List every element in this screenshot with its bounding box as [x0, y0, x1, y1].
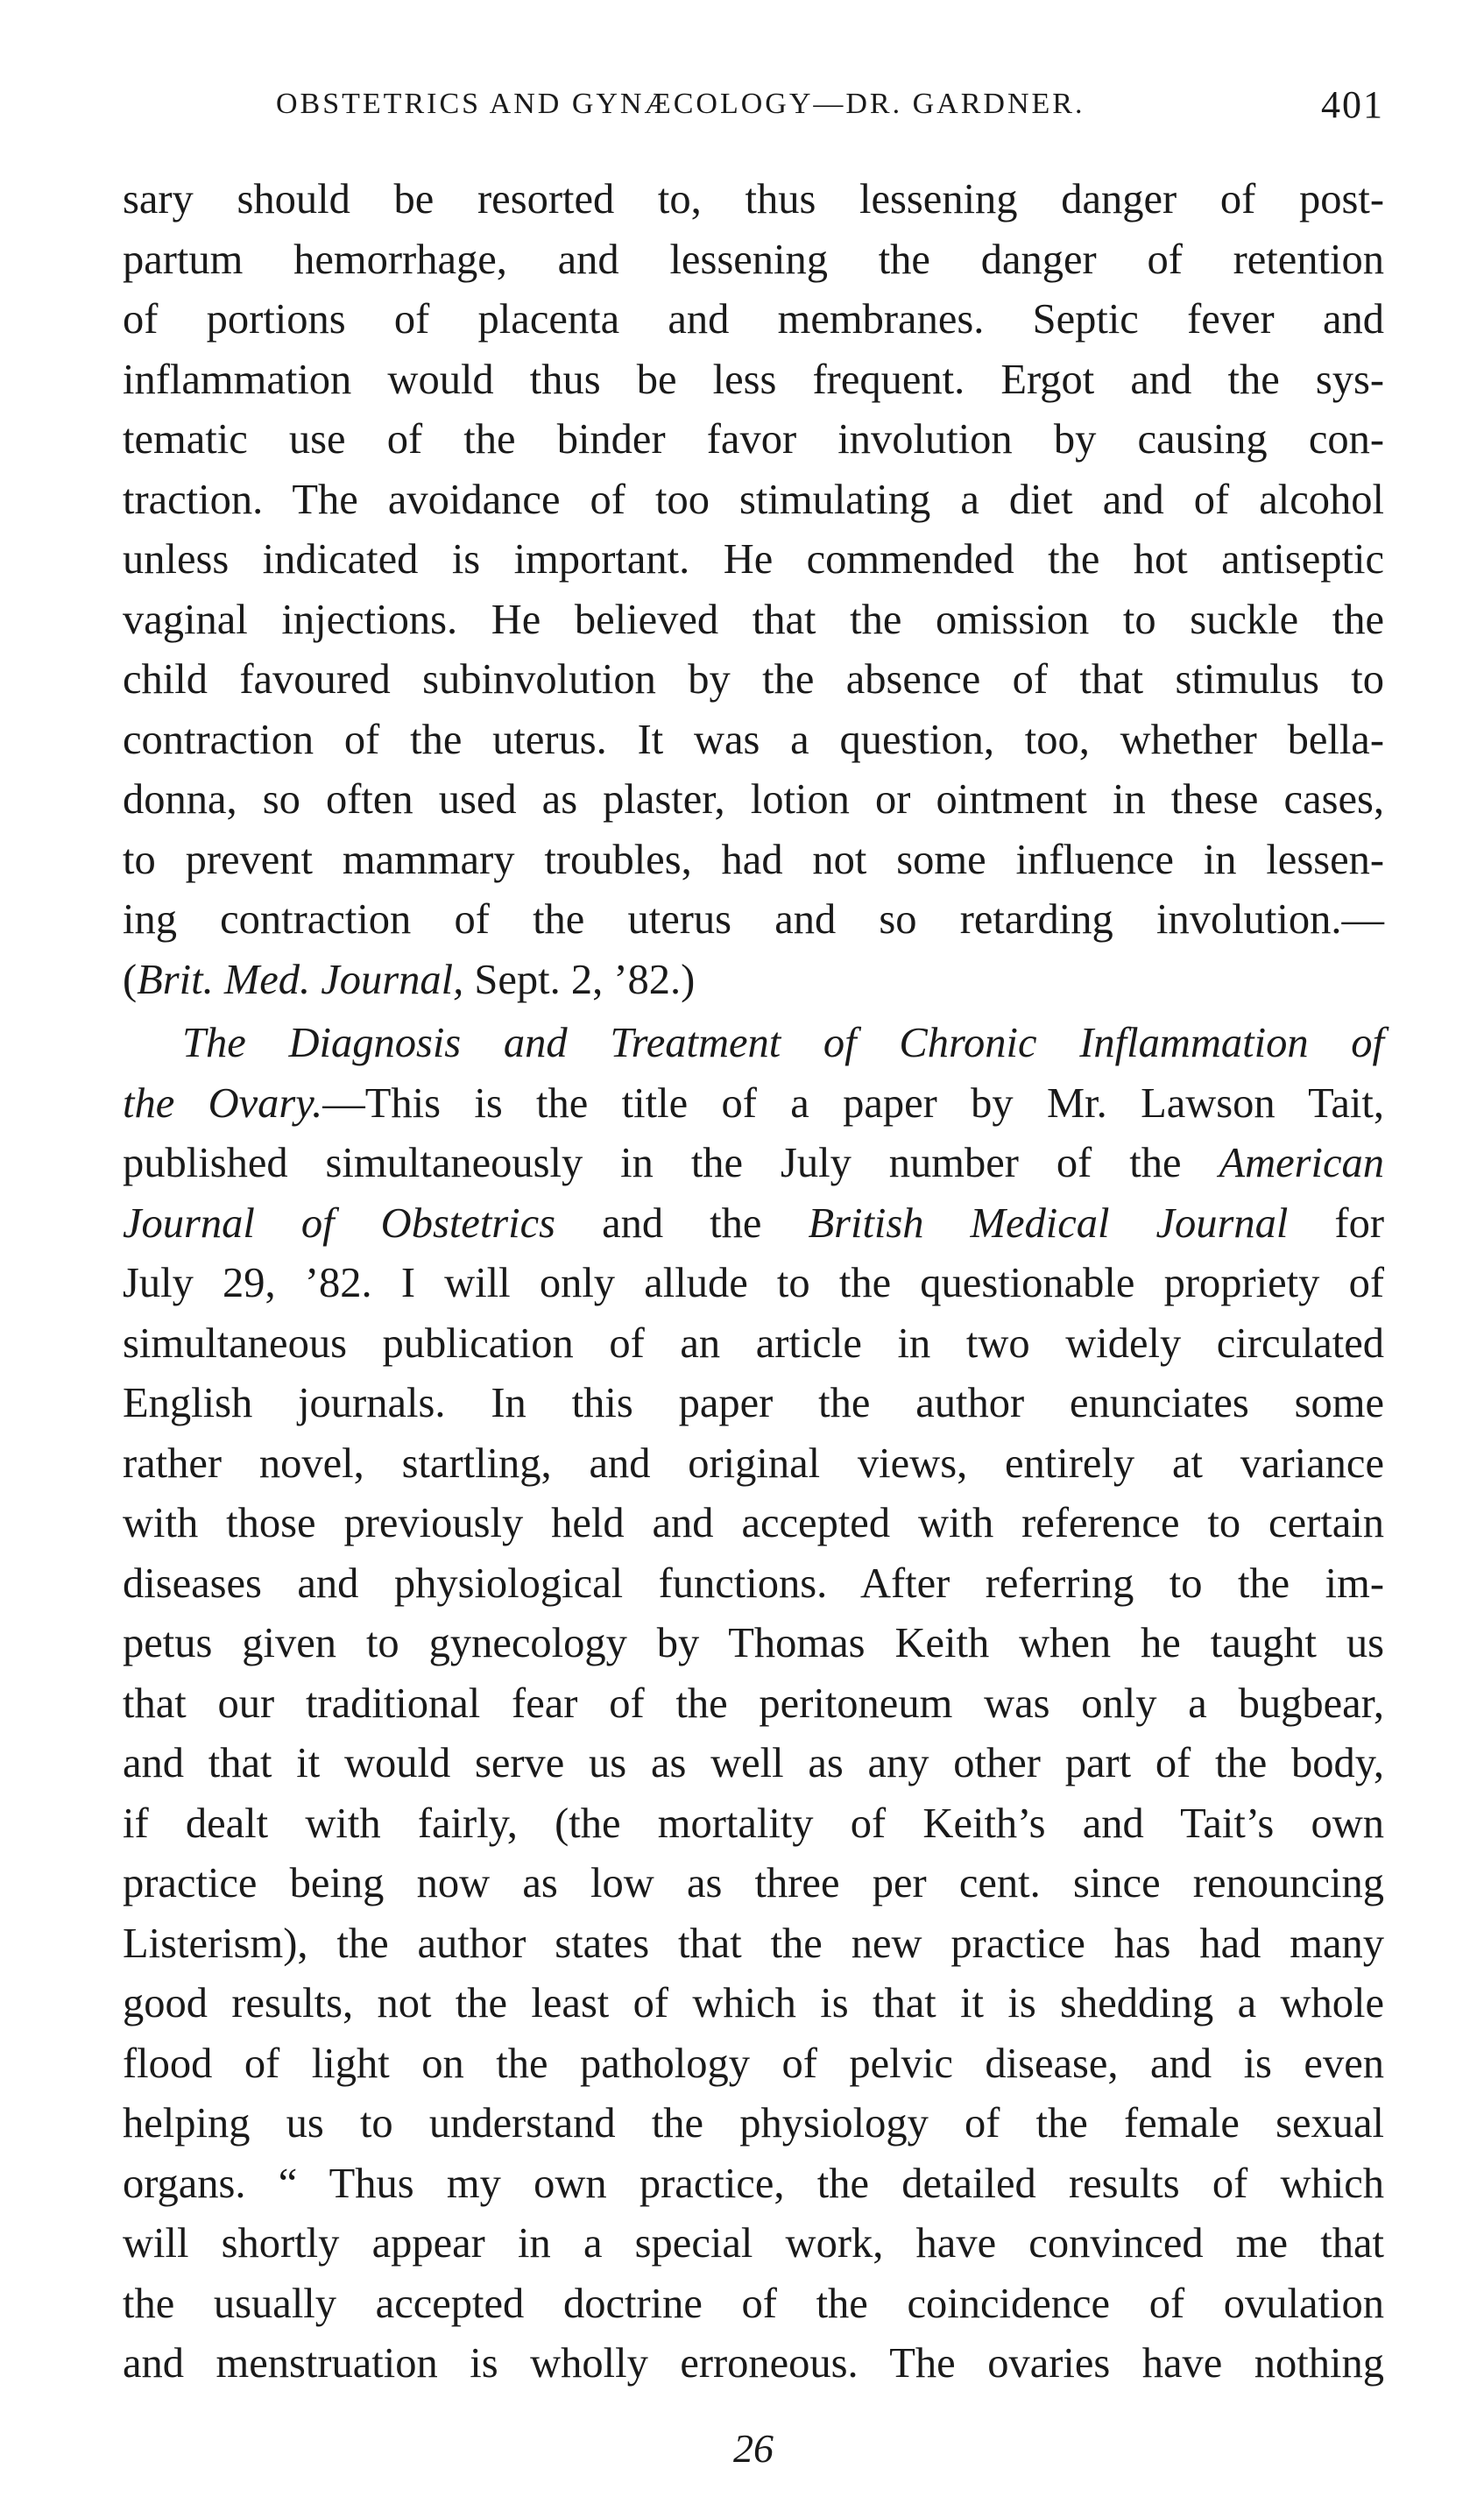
section-heading-end: the Ovary. — [123, 1079, 323, 1127]
text-line: donna, so often used as plaster, lotion or ointment in these cases, — [123, 776, 1384, 823]
book-page — [123, 79, 1384, 2471]
citation-line — [123, 951, 1384, 1011]
citation-date: Sept. 2, ’82.) — [463, 956, 696, 1003]
text-line: tematic use of the binder favor involution by causing con- — [123, 416, 1384, 463]
running-head-title: OBSTETRICS AND GYNÆCOLOGY—DR. GARDNER. — [276, 88, 1085, 120]
text-line: Listerism), the author states that the new practice has had many — [123, 1920, 1384, 1967]
text-line: ing contraction of the uterus and so retarding involution.— — [123, 896, 1384, 943]
text-line: the usually accepted doctrine of the coincidence of ovulation — [123, 2280, 1384, 2327]
text-line: July 29, ’82. I will only allude to the questionable propriety of — [123, 1260, 1384, 1306]
text-line: unless indicated is important. He commended the hot antiseptic — [123, 536, 1384, 583]
text-line: rather novel, startling, and original views, entirely at variance — [123, 1439, 1384, 1487]
text-line: vaginal injections. He believed that the omission to suckle the — [123, 596, 1384, 643]
text-line: of portions of placenta and membranes. Septic fever and — [123, 296, 1384, 343]
printer-signature: 26 — [733, 2426, 774, 2471]
text-line: traction. The avoidance of too stimulating a diet and of alcohol — [123, 476, 1384, 523]
text-line: simultaneous publication of an article in two widely circulated — [123, 1319, 1384, 1367]
text-line: and menstruation is wholly erroneous. The ovaries have nothing — [123, 2340, 1384, 2387]
citation-open: ( — [123, 956, 138, 1003]
body-text — [123, 170, 1384, 2394]
journal-name: British Medical Journal — [808, 1199, 1289, 1247]
text-line: helping us to understand the physiology of the female sexual — [123, 2100, 1384, 2147]
text-line: flood of light on the pathology of pelvic disease, and is even — [123, 2040, 1384, 2087]
citation-journal: Brit. Med. Journal, — [137, 956, 464, 1003]
text-line: organs. “ Thus my own practice, the detailed results of which — [123, 2160, 1384, 2207]
text-line: petus given to gynecology by Thomas Keith when he taught us — [123, 1620, 1384, 1666]
text-line: with those previously held and accepted with reference to certain — [123, 1500, 1384, 1546]
text-line: inflammation would thus be less frequent. Ergot and the sys- — [123, 356, 1384, 403]
text-line: published simultaneously in the July number of the American — [123, 1140, 1384, 1186]
text-line: good results, not the least of which is that it is shedding a whole — [123, 1980, 1384, 2026]
paragraph-continuation — [123, 170, 1384, 1010]
text-line: child favoured subinvolution by the absence of that stimulus to — [123, 656, 1384, 703]
paragraph-ovary — [123, 1014, 1384, 2394]
text-line: contraction of the uterus. It was a question, too, whether bella- — [123, 716, 1384, 763]
text-line: Journal of Obstetrics and the British Medical Journal for — [123, 1199, 1384, 1247]
text-line: partum hemorrhage, and lessening the danger of retention — [123, 236, 1384, 283]
journal-name: Journal of Obstetrics — [123, 1199, 556, 1247]
text-line: English journals. In this paper the author enunciates some — [123, 1380, 1384, 1426]
text-line: the Ovary.—This is the title of a paper by Mr. Lawson Tait, — [123, 1079, 1384, 1127]
text-line: and that it would serve us as well as any other part of the body, — [123, 1740, 1384, 1786]
text-line: diseases and physiological functions. After referring to the im- — [123, 1560, 1384, 1607]
section-heading-line — [123, 1014, 1384, 1074]
text-line: to prevent mammary troubles, had not some influence in lessen- — [123, 836, 1384, 883]
text-line: will shortly appear in a special work, have convinced me that — [123, 2220, 1384, 2267]
section-heading: The Diagnosis and Treatment of Chronic Inflammation of — [182, 1020, 1384, 1066]
text-line: if dealt with fairly, (the mortality of Keith’s and Tait’s own — [123, 1800, 1384, 1847]
text-line: that our traditional fear of the peritoneum was only a bugbear, — [123, 1680, 1384, 1727]
running-head — [123, 79, 1384, 140]
page-number: 401 — [1321, 83, 1384, 126]
text-line: sary should be resorted to, thus lessening danger of post- — [123, 176, 1384, 223]
journal-name: American — [1219, 1140, 1384, 1186]
text-line: practice being now as low as three per cent. since renouncing — [123, 1860, 1384, 1906]
